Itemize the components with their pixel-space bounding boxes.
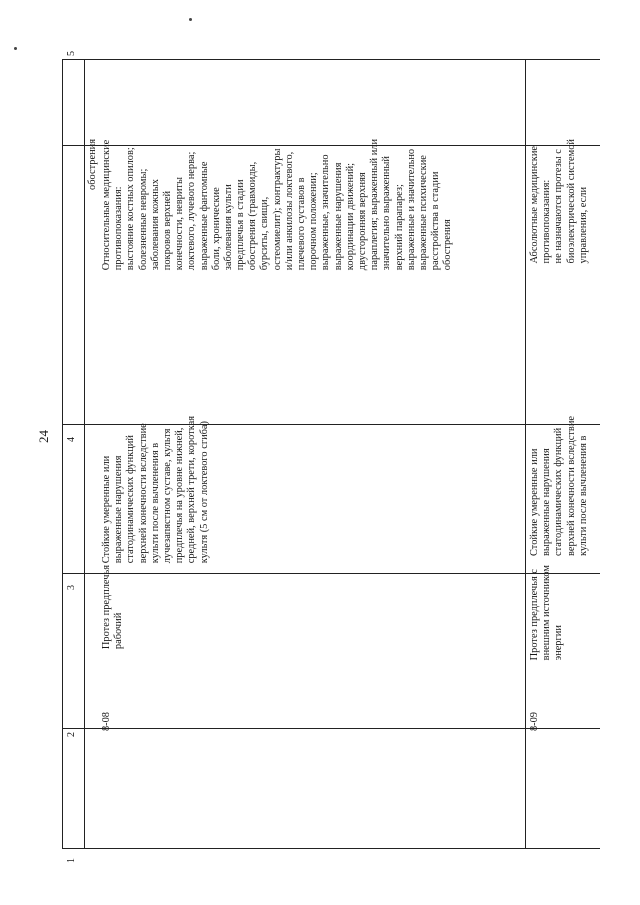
name-cell: Протез предплечья рабочий [101, 565, 125, 650]
row-border [525, 59, 526, 848]
header-label: 5 [66, 51, 77, 56]
indications-cell: Стойкие умеренные или выраженные нарушения статодинамических функций верхней конечности вследствие культи после вычленения в лучезапястном суставе, культя предплечья на уровне нижней, средней, верхней трети, короткая культя (5 см от локтевого сгиба) [101, 416, 210, 564]
column-border [62, 728, 600, 729]
column-border [62, 848, 600, 849]
scan-speck [14, 47, 17, 50]
code-cell: 8-08 [101, 712, 112, 732]
header-border [84, 59, 85, 848]
column-border [62, 59, 600, 60]
contraindications-cell: Абсолютные медицинские противопоказания: не назначаются протезы с биоэлектрической системой управления, если [529, 139, 589, 264]
header-label: 2 [66, 732, 77, 737]
column-border [62, 573, 600, 574]
name-cell: Протез предплечья с внешним источником энергии [529, 565, 565, 661]
continuation-text: обострения [87, 139, 98, 190]
scan-speck [189, 18, 192, 21]
table-border [62, 59, 63, 848]
indications-cell: Стойкие умеренные или выраженные нарушения статодинамических функций верхней конечности вследствие культи после вычленения в [529, 416, 589, 556]
header-label: 3 [66, 585, 77, 590]
code-cell: 8-09 [529, 712, 540, 732]
header-label: 1 [66, 858, 77, 863]
header-label: 4 [66, 437, 77, 442]
page-number: 24 [36, 430, 51, 443]
contraindications-cell: Относительные медицинские противопоказания: выстояние костных опилов; болезненные невромы; заболевания кожных покровов верхней конечности, невриты локтевого, лучевого нерва; выраженные фантомные боли, хронические заболевания культи предплечья в стадии обострения (травмоиды, бурситы, свищи, остеомиелит); контрактуры и/или анкилозы локтевого, плечевого суставов в порочном положении; выраженные, значительно выраженные нарушения координации движений; двусторонняя верхняя параплегия; выраженный или значительно выраженный верхний парапарез; выраженные и значительно выраженные психические расстройства в стадии обострения [101, 139, 454, 271]
